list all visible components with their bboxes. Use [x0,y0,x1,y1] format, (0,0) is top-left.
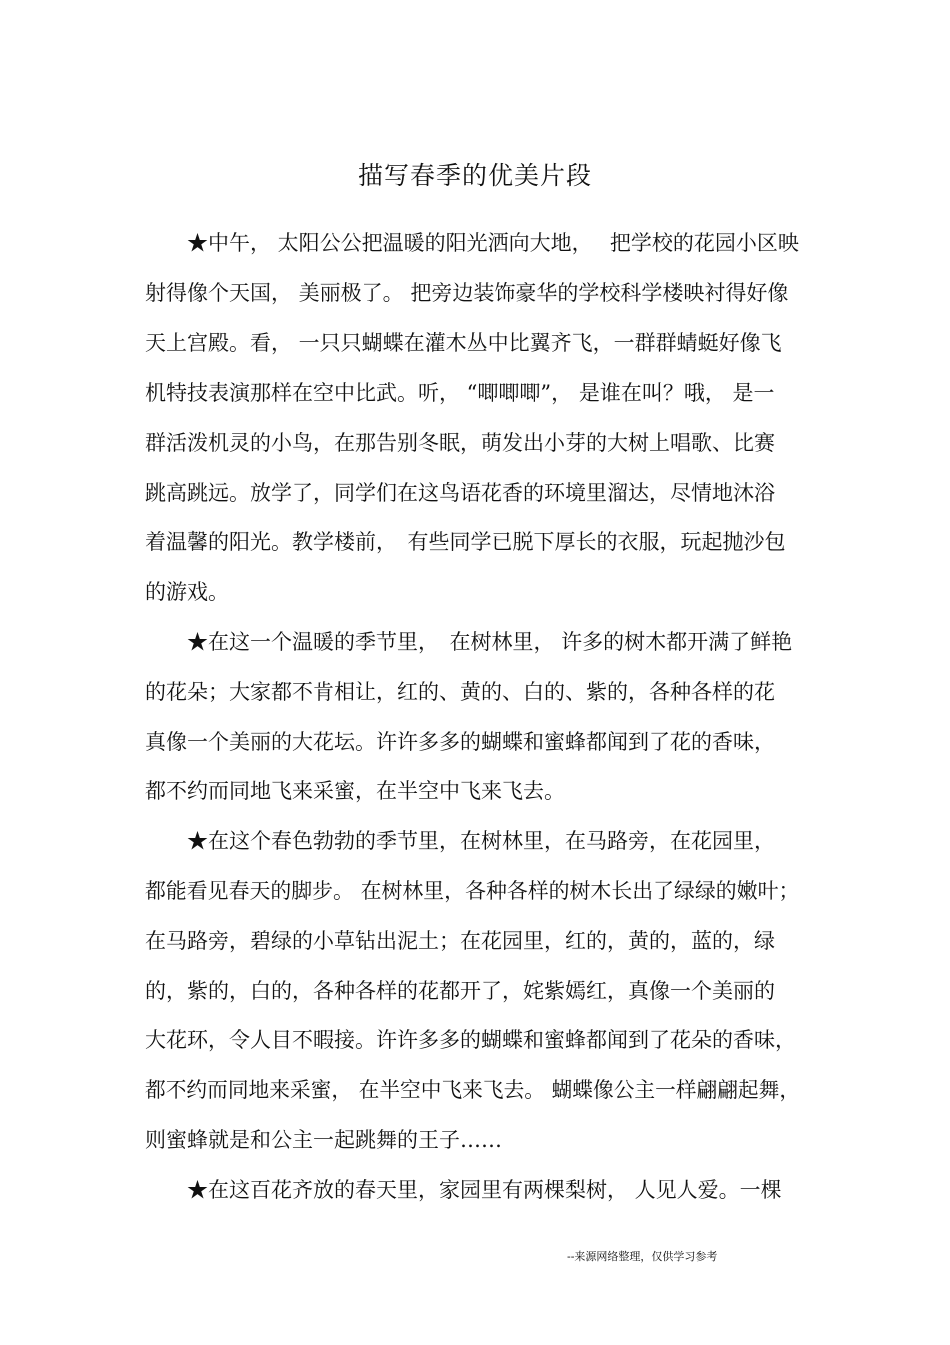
paragraph-2-line-1: ★在这一个温暖的季节里， 在树林里， 许多的树木都开满了鲜艳 [187,630,793,654]
paragraph-2-line-2: 的花朵；大家都不肯相让，红的、黄的、白的、紫的，各种各样的花 [145,680,775,704]
paragraph-3-line-5: 大花环，令人目不暇接。许许多多的蝴蝶和蜜蜂都闻到了花朵的香味， [145,1028,796,1052]
paragraph-1-line-2: 射得像个天国， 美丽极了。 把旁边装饰豪华的学校科学楼映衬得好像 [145,281,789,305]
paragraph-2-line-3: 真像一个美丽的大花坛。许许多多的蝴蝶和蜜蜂都闻到了花的香味， [145,730,775,754]
paragraph-3-line-3: 在马路旁，碧绿的小草钻出泥土；在花园里，红的，黄的，蓝的，绿 [145,929,775,953]
paragraph-3-line-2: 都能看见春天的脚步。 在树林里，各种各样的树木长出了绿绿的嫩叶； [145,879,800,903]
page-title: 描写春季的优美片段 [357,161,592,190]
paragraph-1-line-8: 的游戏。 [145,580,229,604]
paragraph-1-line-7: 着温馨的阳光。教学楼前， 有些同学已脱下厚长的衣服，玩起抛沙包 [145,530,786,554]
page-footer: --来源网络整理，仅供学习参考 [567,1250,718,1263]
paragraph-1-line-5: 群活泼机灵的小鸟，在那告别冬眠，萌发出小芽的大树上唱歌、比赛 [145,431,775,455]
paragraph-3-line-4: 的，紫的，白的，各种各样的花都开了，姹紫嫣红，真像一个美丽的 [145,979,775,1003]
paragraph-3-line-1: ★在这个春色勃勃的季节里，在树林里，在马路旁，在花园里， [187,829,775,853]
paragraph-3-line-7: 则蜜蜂就是和公主一起跳舞的王子…… [145,1128,502,1152]
paragraph-4-line-1: ★在这百花齐放的春天里，家园里有两棵梨树， 人见人爱。一棵 [187,1178,782,1202]
paragraph-3-line-6: 都不约而同地来采蜜， 在半空中飞来飞去。 蝴蝶像公主一样翩翩起舞， [145,1078,801,1102]
paragraph-1-line-1: ★中午， 太阳公公把温暖的阳光洒向大地， 把学校的花园小区映 [187,231,799,255]
paragraph-1-line-4: 机特技表演那样在空中比武。听， “唧唧唧”， 是谁在叫？哦， 是一 [145,381,775,405]
paragraph-2-line-4: 都不约而同地飞来采蜜，在半空中飞来飞去。 [145,779,565,803]
paragraph-1-line-6: 跳高跳远。放学了，同学们在这鸟语花香的环境里溜达，尽情地沐浴 [145,481,775,505]
paragraph-1-line-3: 天上宫殿。看， 一只只蝴蝶在灌木丛中比翼齐飞，一群群蜻蜓好像飞 [145,331,782,355]
